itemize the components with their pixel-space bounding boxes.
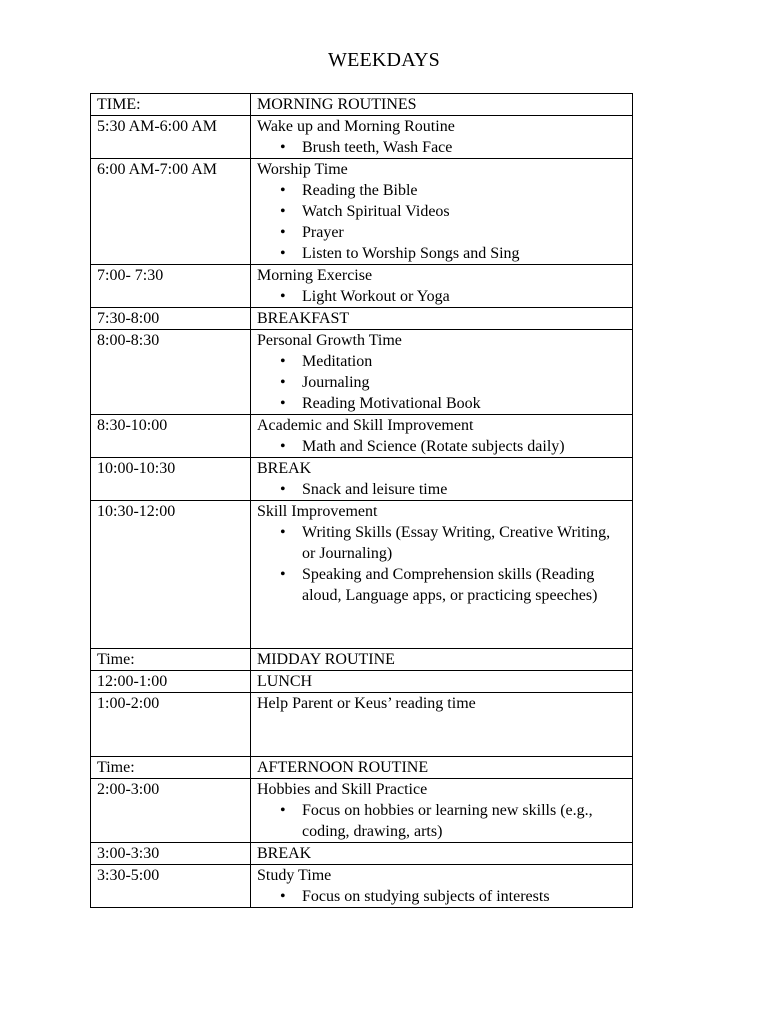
- activity-cell: [251, 671, 633, 693]
- table-row: [91, 458, 633, 501]
- bullet-list: [257, 137, 626, 158]
- activity-title: Help Parent or Keus’ reading time: [257, 695, 476, 712]
- schedule-body: [91, 94, 633, 908]
- activity-cell: [251, 265, 633, 308]
- time-cell: 2:00-3:00: [91, 779, 251, 843]
- table-row: [91, 159, 633, 265]
- time-cell: 12:00-1:00: [91, 671, 251, 693]
- activity-title: Wake up and Morning Routine: [257, 118, 455, 135]
- list-item: • Brush teeth, Wash Face: [302, 137, 626, 158]
- table-row: [91, 265, 633, 308]
- activity-title: Morning Exercise: [257, 267, 373, 284]
- bullet-list: [257, 800, 626, 842]
- activity-title: BREAK: [257, 845, 312, 862]
- time-cell: 10:00-10:30: [91, 458, 251, 501]
- list-item: • Light Workout or Yoga: [302, 286, 626, 307]
- table-row: [91, 94, 633, 116]
- list-item: • Meditation: [302, 351, 626, 372]
- activity-cell: [251, 779, 633, 843]
- time-cell: 8:30-10:00: [91, 415, 251, 458]
- activity-cell: [251, 330, 633, 415]
- activity-cell: [251, 308, 633, 330]
- table-row: [91, 843, 633, 865]
- activity-title: LUNCH: [257, 673, 313, 690]
- activity-title: Personal Growth Time: [257, 332, 402, 349]
- activity-title: Academic and Skill Improvement: [257, 417, 474, 434]
- activity-cell: [251, 458, 633, 501]
- list-item: • Prayer: [302, 222, 626, 243]
- time-cell: 7:30-8:00: [91, 308, 251, 330]
- activity-title: Worship Time: [257, 161, 348, 178]
- activity-cell: [251, 415, 633, 458]
- activity-cell: [251, 693, 633, 757]
- list-item: • Reading the Bible: [302, 180, 626, 201]
- activity-title: BREAKFAST: [257, 310, 350, 327]
- page-title: WEEKDAYS: [328, 49, 440, 71]
- activity-cell: [251, 116, 633, 159]
- list-item: • Listen to Worship Songs and Sing: [302, 243, 626, 264]
- blank-space: [257, 606, 626, 648]
- activity-cell: [251, 159, 633, 265]
- table-row: [91, 757, 633, 779]
- list-item: • Reading Motivational Book: [302, 393, 626, 414]
- bullet-list: [257, 286, 626, 307]
- list-item: • Math and Science (Rotate subjects daily): [302, 436, 626, 457]
- bullet-list: [257, 351, 626, 414]
- table-row: [91, 779, 633, 843]
- list-item: • Speaking and Comprehension skills (Reading aloud, Language apps, or practicing speeches): [302, 564, 626, 606]
- bullet-list: [257, 436, 626, 457]
- time-cell: Time:: [91, 649, 251, 671]
- bullet-list: [257, 479, 626, 500]
- time-cell: 3:00-3:30: [91, 843, 251, 865]
- table-row: [91, 693, 633, 757]
- activity-title: Hobbies and Skill Practice: [257, 781, 428, 798]
- time-cell: 10:30-12:00: [91, 501, 251, 649]
- activity-cell: [251, 843, 633, 865]
- list-item: • Journaling: [302, 372, 626, 393]
- activity-cell: [251, 649, 633, 671]
- list-item: • Writing Skills (Essay Writing, Creative Writing, or Journaling): [302, 522, 626, 564]
- time-cell: 5:30 AM-6:00 AM: [91, 116, 251, 159]
- activity-title: Study Time: [257, 867, 332, 884]
- bullet-list: [257, 522, 626, 606]
- activity-cell: [251, 94, 633, 116]
- list-item: • Watch Spiritual Videos: [302, 201, 626, 222]
- table-row: [91, 649, 633, 671]
- schedule-table: [90, 93, 633, 908]
- activity-cell: [251, 501, 633, 649]
- section-heading: MORNING ROUTINES: [257, 96, 417, 113]
- time-cell: TIME:: [91, 94, 251, 116]
- list-item: • Focus on hobbies or learning new skills (e.g., coding, drawing, arts): [302, 800, 626, 842]
- bullet-list: [257, 886, 626, 907]
- bullet-list: [257, 180, 626, 264]
- table-row: [91, 415, 633, 458]
- list-item: • Focus on studying subjects of interests: [302, 886, 626, 907]
- activity-title: BREAK: [257, 460, 312, 477]
- table-row: [91, 865, 633, 908]
- table-row: [91, 671, 633, 693]
- time-cell: 8:00-8:30: [91, 330, 251, 415]
- activity-cell: [251, 757, 633, 779]
- list-item: • Snack and leisure time: [302, 479, 626, 500]
- activity-title: Skill Improvement: [257, 503, 378, 520]
- time-cell: 3:30-5:00: [91, 865, 251, 908]
- table-row: [91, 330, 633, 415]
- time-cell: Time:: [91, 757, 251, 779]
- time-cell: 6:00 AM-7:00 AM: [91, 159, 251, 265]
- time-cell: 1:00-2:00: [91, 693, 251, 757]
- activity-cell: [251, 865, 633, 908]
- section-heading: MIDDAY ROUTINE: [257, 651, 395, 668]
- section-heading: AFTERNOON ROUTINE: [257, 759, 429, 776]
- time-cell: 7:00- 7:30: [91, 265, 251, 308]
- table-row: [91, 501, 633, 649]
- table-row: [91, 308, 633, 330]
- blank-space: [257, 714, 626, 756]
- table-row: [91, 116, 633, 159]
